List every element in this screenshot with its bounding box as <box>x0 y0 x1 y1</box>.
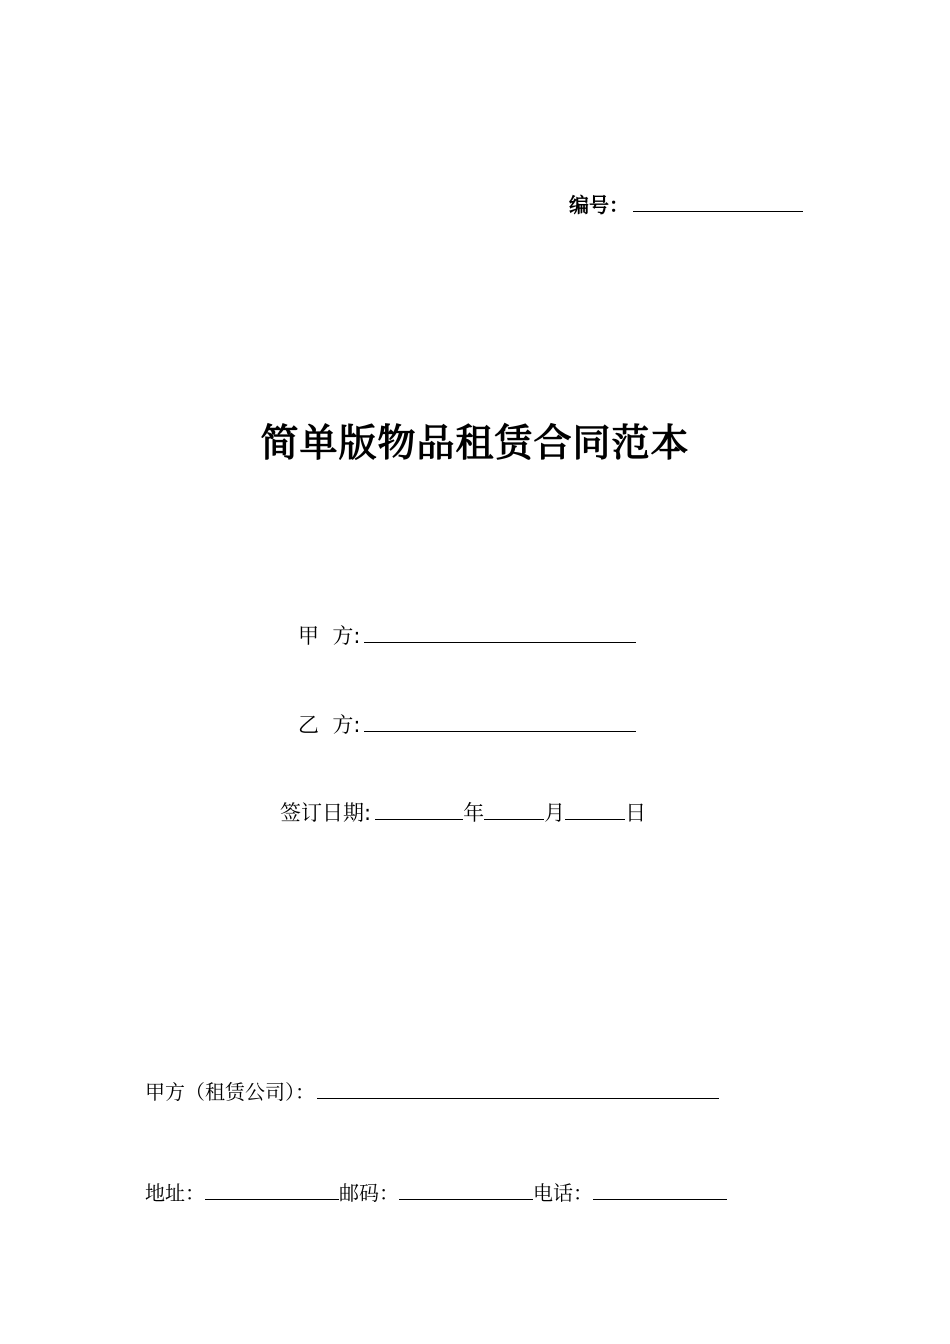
serial-number-field <box>569 189 803 218</box>
sign-year-blank[interactable] <box>375 818 463 820</box>
month-label: 月 <box>544 801 566 825</box>
contact-row <box>145 1177 727 1206</box>
sign-date-label: 签订日期: <box>280 801 372 825</box>
phone-label: 电话： <box>533 1181 593 1205</box>
year-label: 年 <box>463 801 485 825</box>
party-a-label: 甲 方: <box>298 624 361 648</box>
phone-blank[interactable] <box>593 1198 727 1200</box>
lessor-field <box>145 1076 719 1105</box>
lessor-label: 甲方（租赁公司）： <box>145 1080 315 1104</box>
day-label: 日 <box>625 801 647 825</box>
sign-day-blank[interactable] <box>565 818 625 820</box>
serial-number-blank[interactable] <box>633 210 803 212</box>
postcode-blank[interactable] <box>399 1198 533 1200</box>
party-b-label: 乙 方: <box>298 713 361 737</box>
lessor-blank[interactable] <box>317 1097 719 1099</box>
party-b-blank[interactable] <box>364 730 636 732</box>
address-blank[interactable] <box>205 1198 339 1200</box>
sign-month-blank[interactable] <box>484 818 544 820</box>
postcode-label: 邮码： <box>339 1181 399 1205</box>
party-b-field <box>298 709 636 739</box>
party-a-field <box>298 620 636 650</box>
sign-date-field <box>280 797 646 827</box>
address-label: 地址： <box>145 1181 205 1205</box>
serial-number-label: 编号： <box>569 193 629 217</box>
party-a-blank[interactable] <box>364 641 636 643</box>
document-title: 简单版物品租赁合同范本 <box>260 421 690 465</box>
